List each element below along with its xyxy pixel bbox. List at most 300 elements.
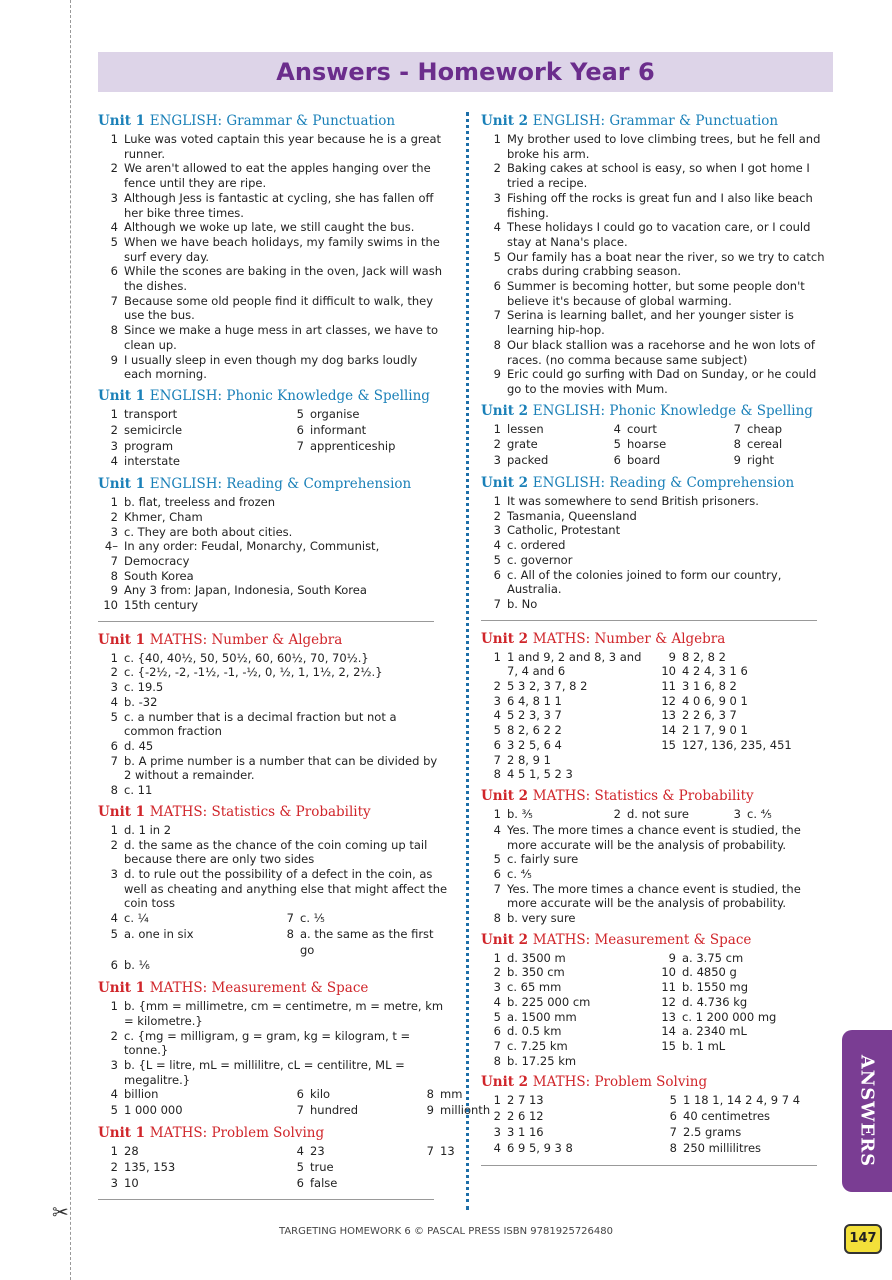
answer-item [601, 422, 721, 438]
answer-item [98, 958, 274, 974]
item-text: Serina is learning ballet, and her younger sister is learning hip-hop. [507, 308, 794, 338]
answer-item [414, 1176, 514, 1192]
item-text: 6 9 5, 9 3 8 [507, 1140, 573, 1155]
item-number: 2 [110, 665, 118, 680]
item-text: millionth [440, 1103, 491, 1118]
item-text: b. No [507, 596, 538, 611]
item-number: 2 [493, 965, 501, 980]
item-number: 1 [493, 494, 501, 509]
answer-item [481, 1054, 656, 1069]
item-number: 6 [296, 1087, 304, 1102]
item-text: lessen [507, 421, 544, 436]
item-text: c. governor [507, 552, 573, 567]
item-text: 3 1 16 [507, 1124, 544, 1139]
item-text: b. ⅙ [124, 958, 150, 973]
item-text: program [124, 438, 174, 453]
answer-item [481, 132, 831, 161]
item-number: 14 [661, 723, 676, 738]
answer-item [721, 437, 831, 453]
answer-item [98, 1160, 284, 1176]
item-number [414, 423, 440, 439]
scissors-icon: ✂ [52, 1200, 69, 1224]
item-text: transport [124, 406, 178, 421]
item-text: semicircle [124, 422, 183, 437]
item-number [414, 1176, 440, 1192]
answer-item [284, 1160, 414, 1176]
divider-line [98, 621, 434, 622]
answer-item [98, 651, 448, 666]
item-number [414, 439, 440, 455]
item-text: c. They are both about cities. [124, 524, 293, 539]
answer-item [481, 308, 831, 337]
item-number: 2 [493, 1109, 501, 1124]
divider-line [98, 1199, 434, 1200]
item-text: While the scones are baking in the oven, Jack will wash the dishes. [124, 264, 443, 294]
item-text: b. very sure [507, 911, 576, 926]
answer-item [481, 882, 831, 911]
answer-item [98, 695, 448, 710]
answer-item [274, 927, 450, 959]
answer-item [98, 1058, 448, 1087]
answer-item [274, 911, 450, 927]
item-text: right [747, 453, 775, 468]
answer-item [98, 911, 274, 927]
answer-item [721, 422, 831, 438]
item-text: d. 1 in 2 [124, 822, 172, 837]
item-number: 8 [669, 1140, 677, 1155]
item-text: Since we make a huge mess in art classes, we have to clean up. [124, 323, 438, 352]
answer-item [481, 437, 601, 453]
answer-item [98, 495, 448, 510]
answer-item [98, 710, 448, 739]
item-number: 3 [110, 1175, 118, 1190]
unit2-maths-measurement [481, 932, 831, 1069]
answer-item [98, 1029, 448, 1058]
item-number: 2 [110, 161, 118, 176]
answer-item [98, 439, 284, 455]
unit1-maths-measurement [98, 980, 491, 1119]
item-text: apprenticeship [310, 438, 396, 453]
answer-item [481, 723, 656, 738]
item-text: d. 3500 m [507, 950, 566, 965]
answer-item [98, 161, 448, 190]
item-number: 1 [110, 999, 118, 1014]
answer-item [481, 911, 831, 926]
item-number: 8 [286, 926, 294, 941]
answer-item [98, 927, 274, 959]
section-heading: Unit 2 ENGLISH: Phonic Knowledge & Spelling [481, 402, 813, 419]
item-text: 2 6 12 [507, 1109, 544, 1124]
answer-item [656, 965, 831, 980]
item-number [284, 454, 310, 470]
item-text: kilo [310, 1087, 331, 1102]
item-number: 5 [493, 852, 501, 867]
item-number: 4 [110, 1087, 118, 1102]
answer-item [481, 679, 656, 694]
item-text: grate [507, 437, 538, 452]
answers-tab-label: ANSWERS [856, 1054, 878, 1168]
item-number: 6 [669, 1109, 677, 1124]
item-text: d. 4.736 kg [682, 994, 748, 1009]
item-number: 4 [493, 1140, 501, 1155]
item-number: 4 [493, 708, 501, 723]
unit1-maths-number [98, 632, 448, 798]
item-number: 5 [493, 1009, 501, 1024]
item-text: a. 2340 mL [682, 1024, 747, 1039]
answer-item [98, 838, 448, 867]
item-text: 4 5 1, 5 2 3 [507, 767, 573, 782]
item-number: 5 [110, 926, 118, 941]
item-number: 4 [110, 694, 118, 709]
item-number: 1 [493, 649, 501, 664]
answer-item [657, 1109, 833, 1125]
unit1-maths-problem [98, 1125, 455, 1191]
answer-item [656, 664, 831, 679]
item-text: d. the same as the chance of the coin coming up tail because there are only two sides [124, 837, 428, 867]
item-number: 9 [668, 950, 676, 965]
answer-item [481, 767, 656, 782]
item-text: hundred [310, 1103, 359, 1118]
item-text: c. ⅕ [300, 911, 325, 926]
item-text: South Korea [124, 568, 194, 583]
section-heading: Unit 1 ENGLISH: Reading & Comprehension [98, 476, 412, 493]
answer-item [601, 437, 721, 453]
section-heading: Unit 2 MATHS: Problem Solving [481, 1074, 708, 1091]
answer-item [481, 867, 831, 882]
answer-item [481, 1125, 657, 1141]
item-number: 7 [493, 881, 501, 896]
answer-item [656, 980, 831, 995]
item-text: 2 8, 9 1 [507, 752, 551, 767]
item-number: 1 [493, 132, 501, 146]
answer-item [98, 867, 448, 911]
item-text: 4 0 6, 9 0 1 [682, 693, 748, 708]
item-number: 3 [493, 190, 501, 205]
item-text: cereal [747, 437, 783, 452]
unit2-english-grammar [481, 113, 831, 397]
item-number: 1 [493, 950, 501, 965]
item-text: true [310, 1159, 334, 1174]
item-text: c. ⅘ [507, 866, 532, 881]
item-number: 12 [661, 994, 676, 1009]
item-text: 2 2 6, 3 7 [682, 708, 737, 723]
item-text: 250 millilitres [683, 1140, 762, 1155]
answer-item [657, 1125, 833, 1141]
item-number: 6 [110, 264, 118, 279]
unit2-maths-problem [481, 1074, 831, 1156]
item-text: b. 350 cm [507, 965, 565, 980]
unit1-english-grammar [98, 113, 448, 382]
answer-item [284, 1144, 414, 1160]
answer-item [98, 539, 448, 568]
answer-item [656, 995, 831, 1010]
answer-item [481, 422, 601, 438]
item-text: a. one in six [124, 926, 194, 941]
answer-item [481, 1093, 657, 1109]
item-number: 7 [733, 421, 741, 436]
left-column [98, 113, 491, 1210]
item-number: 5 [493, 249, 501, 264]
answer-item [98, 569, 448, 584]
answer-item [274, 958, 450, 974]
answer-item [98, 583, 448, 598]
section-heading: Unit 1 MATHS: Measurement & Space [98, 980, 369, 997]
item-text: b. 225 000 cm [507, 994, 591, 1009]
answer-item [284, 439, 414, 455]
item-number: 2 [110, 837, 118, 852]
answer-item [481, 694, 656, 709]
item-text: c. 1 200 000 mg [682, 1009, 777, 1024]
section-heading: Unit 1 MATHS: Problem Solving [98, 1125, 325, 1142]
page-number: 147 [844, 1224, 882, 1254]
item-number: 6 [110, 738, 118, 753]
answer-item [481, 708, 656, 723]
answer-item [481, 523, 831, 538]
item-number: 9 [426, 1103, 434, 1118]
item-number: 13 [661, 1009, 676, 1024]
answer-item [284, 423, 414, 439]
item-text: d. 4850 g [682, 965, 737, 980]
item-number: 4 [110, 454, 118, 469]
item-number [414, 454, 440, 470]
answer-item [98, 510, 448, 525]
item-number: 3 [493, 523, 501, 538]
item-number: 6 [493, 1024, 501, 1039]
answer-item [656, 1024, 831, 1039]
item-number: 8 [426, 1087, 434, 1102]
item-number: 5 [110, 1103, 118, 1118]
item-text: 8 2, 8 2 [682, 649, 726, 664]
item-number: 5 [493, 552, 501, 567]
item-text: b. A prime number is a number that can be divided by 2 without a remainder. [124, 753, 438, 783]
answer-item [481, 597, 831, 612]
divider-line [481, 1165, 817, 1166]
item-number: 6 [110, 958, 118, 973]
item-text: c. 11 [124, 783, 153, 798]
right-column [481, 113, 831, 1176]
item-text: packed [507, 453, 549, 468]
item-number: 3 [110, 438, 118, 453]
answer-item [98, 454, 284, 470]
item-number: 6 [493, 567, 501, 582]
answer-item [98, 739, 448, 754]
section-heading: Unit 1 ENGLISH: Grammar & Punctuation [98, 113, 396, 129]
item-number: 7 [296, 438, 304, 453]
item-number: 1 [110, 822, 118, 837]
item-number: 9 [493, 367, 501, 382]
answer-item [481, 250, 831, 279]
item-number: 2 [493, 437, 501, 452]
footer-text: TARGETING HOMEWORK 6 © PASCAL PRESS ISBN 9781925726480 [278, 1226, 613, 1237]
answer-item [481, 995, 656, 1010]
item-number: 4 [110, 911, 118, 926]
unit1-english-phonic [98, 388, 448, 470]
item-text: 6 4, 8 1 1 [507, 693, 562, 708]
unit1-english-reading [98, 476, 448, 613]
answer-item [657, 1141, 833, 1157]
item-number: 8 [493, 767, 501, 782]
item-number: 4 [296, 1144, 304, 1159]
answer-item [98, 1087, 284, 1103]
item-text: Tasmania, Queensland [507, 508, 637, 523]
answer-item [98, 235, 448, 264]
item-text: Fishing off the rocks is great fun and I also like beach fishing. [507, 190, 813, 220]
item-number: 3 [110, 866, 118, 881]
item-text: c. 65 mm [507, 980, 562, 995]
item-number: 2 [110, 1159, 118, 1174]
item-text: b. 1 mL [682, 1038, 726, 1053]
answer-item [481, 1141, 657, 1157]
item-number: 1 [110, 1144, 118, 1159]
item-number: 2 [110, 509, 118, 524]
item-number: 9 [733, 453, 741, 468]
item-text: 13 [440, 1144, 455, 1159]
item-text: a. the same as the first go [300, 926, 434, 957]
item-text: b. -32 [124, 694, 158, 709]
item-text: Yes. The more times a chance event is studied, the more accurate will be the analysis of probability. [507, 881, 801, 911]
answer-item [481, 338, 831, 367]
answer-item [481, 553, 831, 568]
item-number: 10 [661, 664, 676, 679]
divider-line [481, 620, 817, 621]
item-number: 8 [493, 337, 501, 352]
item-text: d. to rule out the possibility of a defect in the coin, as well as cheating and anything else that might affect the coin toss [124, 866, 448, 911]
answer-item [481, 1024, 656, 1039]
page-title: Answers - Homework Year 6 [276, 58, 655, 86]
item-number: 6 [493, 279, 501, 294]
item-number: 3 [110, 680, 118, 695]
answer-item [481, 568, 831, 597]
item-text: c. 7.25 km [507, 1038, 568, 1053]
item-text: We aren't allowed to eat the apples hanging over the fence until they are ripe. [124, 161, 431, 191]
section-heading: Unit 2 ENGLISH: Grammar & Punctuation [481, 113, 779, 129]
item-text: Although we woke up late, we still caught the bus. [124, 220, 415, 235]
answer-item [98, 525, 448, 540]
item-number: 9 [668, 649, 676, 664]
item-number: 4 [493, 538, 501, 553]
item-number: 12 [661, 693, 676, 708]
item-number: 2 [110, 1028, 118, 1043]
answer-item [481, 191, 831, 220]
answer-item [98, 754, 448, 783]
answer-item [98, 665, 448, 680]
item-number: 1 [110, 406, 118, 421]
section-heading: Unit 2 MATHS: Measurement & Space [481, 931, 752, 948]
item-number: 5 [110, 234, 118, 249]
answer-item [284, 1103, 414, 1119]
item-text: c. ⅘ [747, 807, 772, 821]
answer-item [284, 1176, 414, 1192]
answers-tab [842, 1030, 892, 1192]
item-number: 3 [733, 807, 741, 821]
item-number: 2 [110, 422, 118, 437]
item-number: 9 [110, 583, 118, 598]
item-number: 7 [110, 293, 118, 308]
item-number: 6 [493, 866, 501, 881]
item-text: Although Jess is fantastic at cycling, she has fallen off her bike three times. [124, 190, 434, 220]
unit2-english-phonic [481, 403, 831, 469]
item-text: b. {L = litre, mL = millilitre, cL = centilitre, ML = megalitre.} [124, 1058, 405, 1087]
answer-item [481, 509, 831, 524]
item-text: informant [310, 422, 367, 437]
answer-item [481, 538, 831, 553]
item-number: 6 [296, 422, 304, 437]
item-number: 7 [296, 1103, 304, 1118]
answer-item [481, 807, 601, 823]
item-number: 7 [110, 753, 118, 768]
item-number [414, 407, 440, 423]
item-number: 1 [493, 421, 501, 436]
answer-item [656, 951, 831, 966]
answer-item [98, 353, 448, 382]
item-text: 28 [124, 1144, 139, 1159]
section-heading: Unit 2 MATHS: Statistics & Probability [481, 788, 754, 804]
answer-item [481, 738, 656, 753]
item-number: 7 [286, 911, 294, 926]
item-number: 3 [110, 190, 118, 205]
answer-item [98, 1144, 284, 1160]
item-number: 4 [493, 994, 501, 1009]
item-text: These holidays I could go to vacation care, or I could stay at Nana's place. [507, 220, 811, 249]
item-number: 4 [613, 421, 621, 436]
answer-item [284, 407, 414, 423]
answer-item [481, 1109, 657, 1125]
item-text: Our family has a boat near the river, so we try to catch crabs during crabbing season. [507, 249, 825, 279]
item-number: 1 [493, 1093, 501, 1108]
item-text: b. {mm = millimetre, cm = centimetre, m = metre, km = kilometre.} [124, 999, 444, 1028]
item-number: 3 [493, 693, 501, 708]
unit2-maths-statistics [481, 788, 831, 926]
item-text: I usually sleep in even though my dog barks loudly each morning. [124, 352, 418, 382]
item-text: 1 18 1, 14 2 4, 9 7 4 [683, 1093, 801, 1108]
answer-item [98, 132, 448, 161]
answer-item [656, 679, 831, 694]
item-text: 1 and 9, 2 and 8, 3 and 7, 4 and 6 [507, 649, 642, 679]
item-text: hoarse [627, 437, 667, 452]
item-text: Our black stallion was a racehorse and he won lots of races. (no comma because same subject) [507, 337, 815, 367]
answer-item [98, 220, 448, 235]
item-text: c. All of the colonies joined to form our country, Australia. [507, 567, 782, 597]
item-number: 1 [493, 807, 501, 821]
section-heading: Unit 2 MATHS: Number & Algebra [481, 630, 726, 647]
item-number: 7 [493, 308, 501, 323]
answer-item [656, 650, 831, 665]
answer-item [481, 1010, 656, 1025]
item-number: 5 [613, 437, 621, 452]
item-number: 7 [493, 752, 501, 767]
item-text: 23 [310, 1144, 325, 1159]
unit2-maths-number [481, 631, 831, 782]
item-text: Luke was voted captain this year because he is a great runner. [124, 132, 441, 161]
item-number: 14 [661, 1024, 676, 1039]
item-text: 1 000 000 [124, 1103, 183, 1118]
answer-item [721, 453, 831, 469]
item-text: In any order: Feudal, Monarchy, Communist, Democracy [124, 539, 380, 568]
item-text: a. 3.75 cm [682, 950, 744, 965]
item-number: 4 [493, 822, 501, 837]
answer-item [481, 1039, 656, 1054]
item-number: 3 [493, 980, 501, 995]
item-text: 4 2 4, 3 1 6 [682, 664, 748, 679]
item-text: board [627, 453, 661, 468]
item-number: 10 [661, 965, 676, 980]
item-text: c. a number that is a decimal fraction but not a common fraction [124, 709, 397, 739]
item-number [414, 1160, 440, 1176]
answer-item [481, 161, 831, 190]
answer-item [98, 1176, 284, 1192]
item-number: 3 [110, 1058, 118, 1073]
item-number: 4–7 [104, 539, 118, 568]
